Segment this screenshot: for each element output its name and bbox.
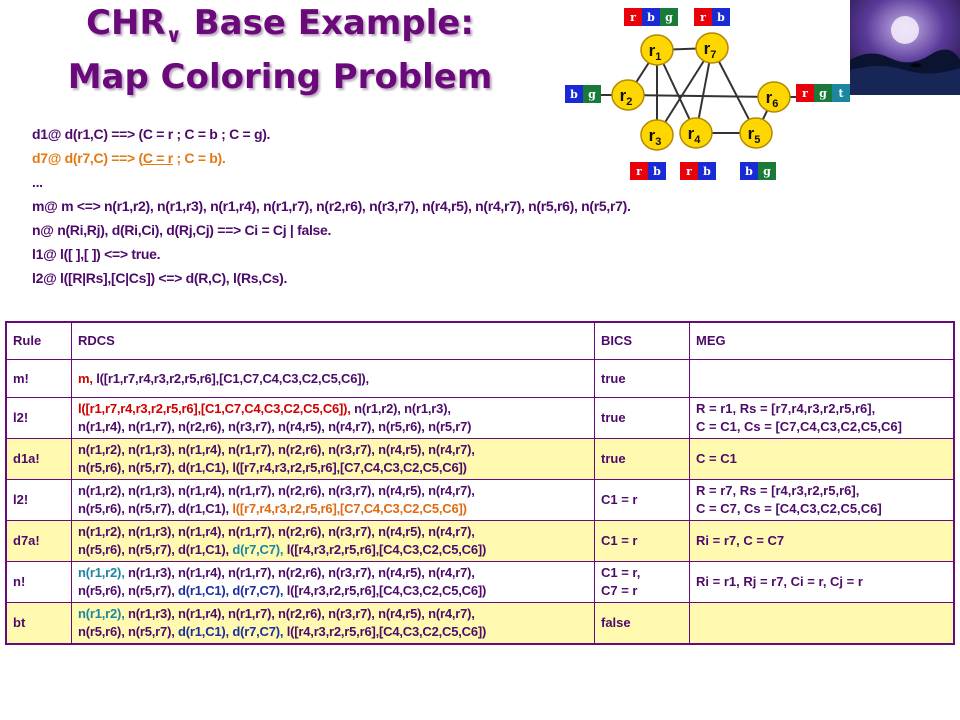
rdcs-text: n(r5,r6), n(r5,r7), d(r1,C1), l([r7,r4,r3,r2,r5,r6],[C7,C4,C3,C2,C5,C6]) [78, 460, 467, 475]
node-r4 [680, 118, 712, 148]
rule-n: n@ n(Ri,Rj), d(Ri,Ci), d(Rj,Cj) ==> Ci = Cj | false. [32, 222, 332, 238]
rdcs-text: n(r5,r6), n(r5,r7), [78, 624, 179, 639]
domain-label: b [570, 88, 578, 101]
svg-text:r1: $r_1$ [648, 41, 662, 63]
meg-line: R = r1, Rs = [r7,r4,r3,r2,r5,r6], [696, 401, 876, 416]
cell-rule: m! [6, 360, 72, 398]
bics-line: C1 = r, [601, 565, 641, 580]
rdcs-active: l([r7,r4,r3,r2,r5,r6],[C7,C4,C3,C2,C5,C6]) [232, 501, 467, 516]
domain-label: b [703, 165, 711, 178]
cell-rule: n! [6, 562, 72, 603]
bics-line: C7 = r [601, 583, 638, 598]
domain-label: r [630, 11, 636, 24]
slide-title [20, 2, 540, 98]
rdcs-text: l([r4,r3,r2,r5,r6],[C4,C3,C2,C5,C6]) [283, 542, 487, 557]
svg-text:r6: $r_6$ [765, 88, 779, 110]
rule-d1: d1@ d(r1,C) ==> (C = r ; C = b ; C = g). [32, 126, 271, 142]
domain-label: g [588, 88, 596, 101]
cell-rdcs [72, 562, 595, 603]
domain-label: g [819, 87, 827, 100]
rule-d7-prefix: d7@ d(r7,C) ==> ( [32, 150, 143, 166]
cell-meg [690, 439, 955, 480]
table-row [6, 360, 954, 398]
rdcs-text: l([r1,r7,r4,r3,r2,r5,r6],[C1,C7,C4,C3,C2,C5,C6]), [92, 370, 369, 386]
table-row [6, 480, 954, 521]
rdcs-active: m, [78, 370, 93, 386]
derivation-table [5, 321, 955, 645]
cell-bics: C1 = r [595, 480, 690, 521]
rdcs-text: n(r1,r2), n(r1,r3), n(r1,r4), n(r1,r7), n(r2,r6), n(r3,r7), n(r4,r5), n(r4,r7), [78, 442, 475, 457]
header-rdcs: RDCS [72, 322, 595, 360]
rdcs-text: n(r5,r6), n(r5,r7), d(r1,C1), [78, 542, 233, 557]
meg-line: Ri = r7, C = C7 [696, 533, 785, 548]
cell-rule: l2! [6, 398, 72, 439]
cell-meg [690, 398, 955, 439]
node-r3 [641, 120, 673, 150]
svg-text:r3: $r_3$ [648, 126, 662, 148]
rdcs-text: n(r1,r2), n(r1,r3), n(r1,r4), n(r1,r7), n(r2,r6), n(r3,r7), n(r4,r5), n(r4,r7), [78, 483, 475, 498]
rdcs-active: l([r1,r7,r4,r3,r2,r5,r6],[C1,C7,C4,C3,C2,C5,C6]), [78, 401, 351, 416]
title-or-subscript: ∨ [165, 22, 182, 47]
rdcs-text: n(r1,r3), n(r1,r4), n(r1,r7), n(r2,r6), n(r3,r7), n(r4,r5), n(r4,r7), [124, 606, 475, 621]
domain-label: b [745, 165, 753, 178]
rule-listing [32, 122, 631, 290]
domain-label: r [686, 165, 692, 178]
title-line-1 [20, 2, 540, 56]
cell-bics: false [595, 603, 690, 645]
cell-rdcs [72, 360, 595, 398]
meg-line: C = C7, Cs = [C4,C3,C2,C5,C6] [696, 501, 882, 516]
svg-text:r2: $r_2$ [619, 86, 633, 108]
rdcs-text: n(r1,r3), n(r1,r4), n(r1,r7), n(r2,r6), n(r3,r7), n(r4,r5), n(r4,r7), [124, 565, 475, 580]
edge-r2-r6 [628, 95, 774, 97]
table-row [6, 562, 954, 603]
table-row [6, 521, 954, 562]
cell-rule: bt [6, 603, 72, 645]
meg-line: C = C1 [696, 451, 737, 466]
rule-ellipsis: ... [32, 174, 43, 190]
graph-nodes [612, 33, 790, 150]
svg-text:r4: $r_4$ [687, 124, 701, 146]
cell-bics: true [595, 439, 690, 480]
cell-meg [690, 480, 955, 521]
svg-text:r7: $r_7$ [703, 39, 717, 61]
cell-rdcs [72, 603, 595, 645]
meg-line: Ri = r1, Rj = r7, Ci = r, Cj = r [696, 574, 863, 589]
table-row [6, 439, 954, 480]
rule-d7-underlined-choice: C = r [142, 150, 173, 166]
rdcs-text: l([r4,r3,r2,r5,r6],[C4,C3,C2,C5,C6]) [283, 583, 487, 598]
cell-rule: l2! [6, 480, 72, 521]
cell-meg [690, 562, 955, 603]
rdcs-active: n(r1,r2), [78, 606, 125, 621]
table-row [6, 398, 954, 439]
header-rule: Rule [6, 322, 72, 360]
cell-bics [595, 562, 690, 603]
cell-meg [690, 603, 955, 645]
domain-label: r [636, 165, 642, 178]
rule-l2: l2@ l([R|Rs],[C|Cs]) <=> d(R,C), l(Rs,Cs). [32, 270, 288, 286]
domain-label: g [665, 11, 673, 24]
domain-label: b [717, 11, 725, 24]
cell-meg [690, 521, 955, 562]
rdcs-active: d(r7,C7), [232, 542, 284, 557]
svg-text:r5: $r_5$ [747, 124, 761, 146]
rule-m: m@ m <=> n(r1,r2), n(r1,r3), n(r1,r4), n(r1,r7), n(r2,r6), n(r3,r7), n(r4,r5), n(r4,r7), n(r5,r6), n(r5,r7). [32, 198, 631, 214]
domain-label: b [653, 165, 661, 178]
cell-rule: d1a! [6, 439, 72, 480]
rdcs-active: n(r1,r2), [78, 565, 125, 580]
node-r7 [696, 33, 728, 63]
cell-rdcs [72, 521, 595, 562]
node-r6 [758, 82, 790, 112]
map-graph [560, 0, 860, 190]
rdcs-text: l([r4,r3,r2,r5,r6],[C4,C3,C2,C5,C6]) [283, 624, 487, 639]
meg-line: R = r7, Rs = [r4,r3,r2,r5,r6], [696, 483, 860, 498]
domain-label: b [647, 11, 655, 24]
cell-rdcs [72, 480, 595, 521]
domain-label: g [763, 165, 771, 178]
rule-l1: l1@ l([ ],[ ]) <=> true. [32, 246, 161, 262]
domain-label: r [802, 87, 808, 100]
node-r5 [740, 118, 772, 148]
rdcs-text: n(r1,r2), n(r1,r3), n(r1,r4), n(r1,r7), n(r2,r6), n(r3,r7), n(r4,r5), n(r4,r7), [78, 524, 475, 539]
rdcs-text: n(r1,r2), n(r1,r3), [350, 401, 451, 416]
header-meg: MEG [690, 322, 955, 360]
rdcs-active: d(r1,C1), d(r7,C7), [178, 624, 284, 639]
cell-rdcs [72, 398, 595, 439]
rdcs-text: n(r1,r4), n(r1,r7), n(r2,r6), n(r3,r7), n(r4,r5), n(r4,r7), n(r5,r6), n(r5,r7) [78, 419, 472, 434]
table-header-row [6, 322, 954, 360]
domain-label: r [700, 11, 706, 24]
rdcs-text: n(r5,r6), n(r5,r7), d(r1,C1), [78, 501, 233, 516]
node-r1 [641, 35, 673, 65]
node-r2 [612, 80, 644, 110]
rdcs-active: d(r1,C1), d(r7,C7), [178, 583, 284, 598]
title-chr: CHR [86, 3, 166, 43]
rule-d7 [32, 146, 631, 170]
header-bics: BICS [595, 322, 690, 360]
decorative-night-image [850, 0, 960, 95]
title-rest: Base Example: [181, 3, 474, 43]
meg-line: C = C1, Cs = [C7,C4,C3,C2,C5,C6] [696, 419, 902, 434]
title-line-2: Map Coloring Problem [67, 56, 493, 97]
cell-bics: true [595, 360, 690, 398]
cell-meg [690, 360, 955, 398]
cell-bics: true [595, 398, 690, 439]
domain-label: t [838, 87, 844, 100]
cell-bics: C1 = r [595, 521, 690, 562]
table-row [6, 603, 954, 645]
cell-rule: d7a! [6, 521, 72, 562]
rule-d7-suffix: ; C = b). [172, 150, 226, 166]
cell-rdcs [72, 439, 595, 480]
rdcs-text: n(r5,r6), n(r5,r7), [78, 583, 179, 598]
